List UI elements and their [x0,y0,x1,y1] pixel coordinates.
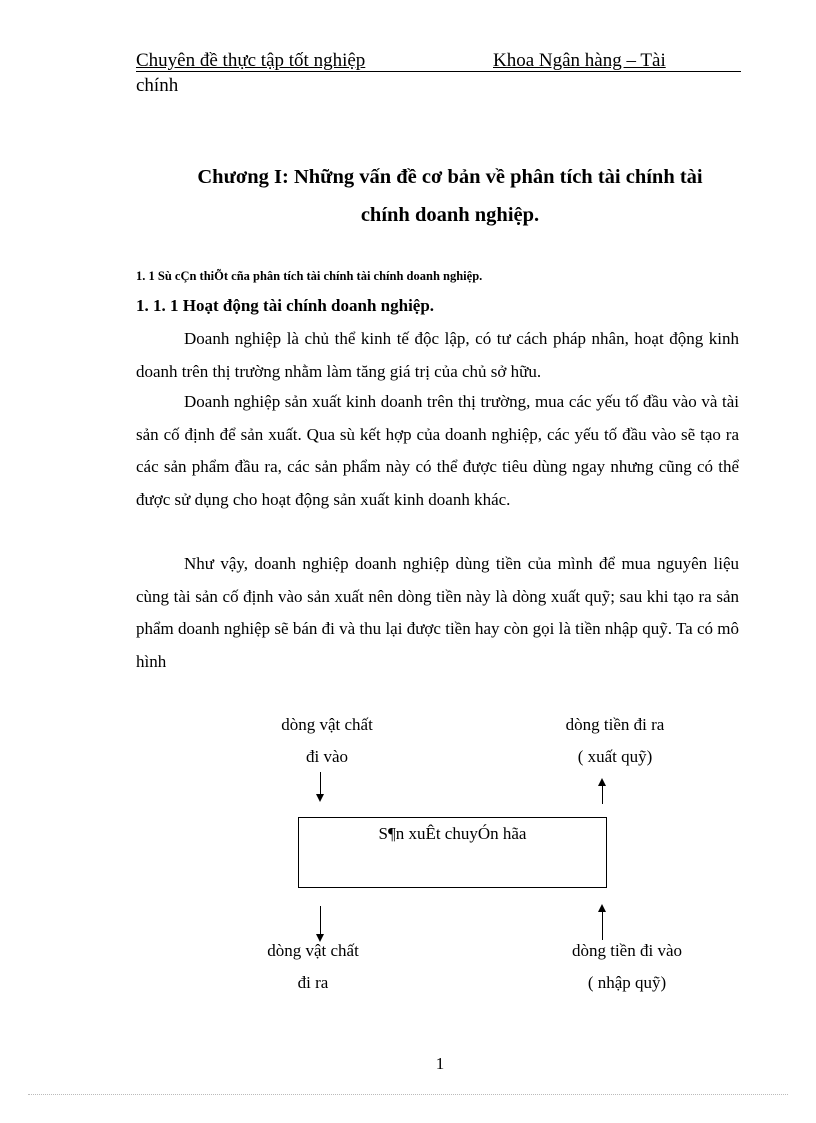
chapter-title [160,158,740,234]
arrow-out-top-shaft [602,786,603,804]
arrow-out-bottom-shaft [320,906,321,934]
chapter-title-line1: Chương I: Những vấn đề cơ bản về phân tích tài chính tài [197,166,703,188]
paragraph-2: Doanh nghiệp sản xuất kinh doanh trên thị trường, mua các yếu tố đầu vào và tài sản cố định để sản xuất. Qua sù kết hợp của doanh nghiệp, các yếu tố đầu vào sẽ tạo ra các sản phẩm đầu ra, các sản phẩm này có thể được tiêu dùng ngay nhưng cũng có thể được sử dụng cho hoạt động sản xuất kinh doanh khác. [136,392,739,509]
section-small-heading: 1. 1 Sù cÇn thiÕt cña phân tích tài chính tài chính doanh nghiệp. [136,269,483,283]
top-right-line2: ( xuất quỹ) [577,747,653,766]
bottom-right-line1: dòng tiền đi vào [571,941,682,960]
header-right-text: Khoa Ngân hàng – Tài [493,50,666,71]
arrow-down-icon [316,794,324,802]
paragraph-3: Như vậy, doanh nghiệp doanh nghiệp dùng tiền của mình để mua nguyên liệu cùng tài sản cố định vào sản xuất nên dòng tiền này là dòng xuất quỹ; sau khi tạo ra sản phẩm doanh nghiệp sẽ bán đi và thu lại được tiền hay còn gọi là tiền nhập quỹ. Ta có mô hình [136,554,739,671]
arrow-in-top-shaft [320,772,321,794]
diagram-bottom-right-label [552,935,702,999]
diagram-top-left-label [262,709,392,773]
page-number: 1 [435,1054,445,1073]
bottom-right-line2: ( nhập quỹ) [587,973,667,992]
header-rule [136,71,741,72]
diagram-bottom-left-label [248,935,378,999]
production-box: S¶n xuÊt chuyÓn hãa [298,817,607,888]
bottom-left-line1: dòng vật chất [267,941,359,960]
arrow-up-icon [598,904,606,912]
arrow-up-icon [598,778,606,786]
paragraph-1: Doanh nghiệp là chủ thể kinh tế độc lập, có tư cách pháp nhân, hoạt động kinh doanh trên thị trường nhằm làm tăng giá trị của chủ sở hữu. [136,329,739,381]
header-left-text: Chuyên đề thực tập tốt nghiệp [136,50,366,71]
page-bottom-rule [28,1094,788,1095]
header-continuation: chính [136,75,179,96]
top-right-line1: dòng tiền đi ra [565,715,665,734]
diagram-top-right-label [540,709,690,773]
top-left-line2: đi vào [305,747,349,766]
top-left-line1: dòng vật chất [281,715,373,734]
chapter-title-line2: chính doanh nghiệp. [360,204,540,226]
section-heading: 1. 1. 1 Hoạt động tài chính doanh nghiệp. [136,296,435,315]
bottom-left-line2: đi ra [297,973,329,992]
